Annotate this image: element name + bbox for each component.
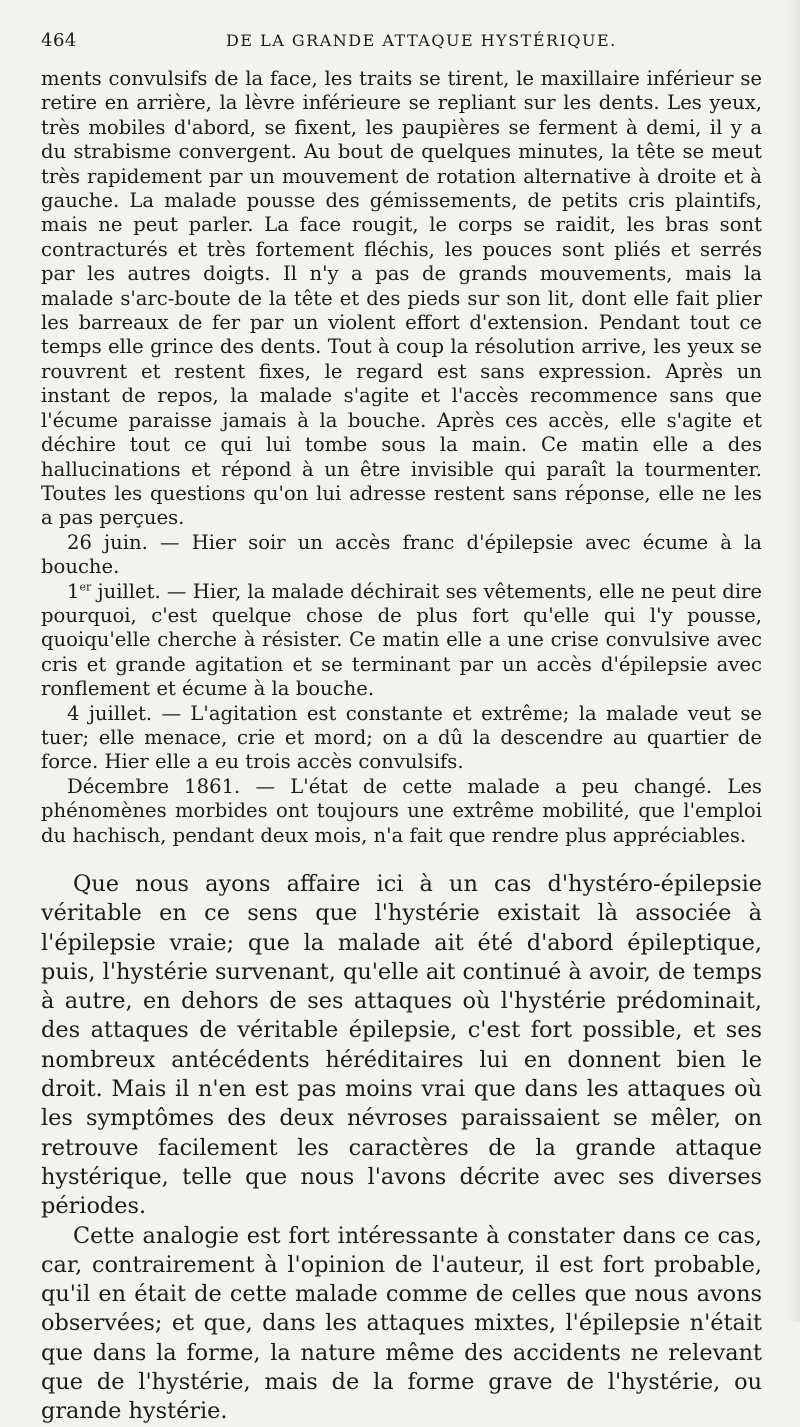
entry-1-text: juillet. — Hier, la malade déchirait ses vêtements, elle ne peut dire pourquoi, c'est quelque chose de plus fort qu'elle qui l'y pousse, quoiqu'elle cherche à résister. Ce matin elle a une crise convulsive avec cris et grande agitation et se terminant par un accès d'épilepsie avec ronflement et écume à la bouche. [41, 579, 762, 701]
page-number: 464 [41, 30, 77, 51]
entry-4-juillet: 4 juillet. — L'agitation est constante et extrême; la malade veut se tuer; elle menace, crie et mord; on a dû la descendre au quartier de force. Hier elle a eu trois accès convulsifs. [41, 701, 762, 774]
entry-1-juillet [41, 580, 762, 702]
page-edge-shadow [786, 0, 800, 1322]
running-head: DE LA GRANDE ATTAQUE HYSTÉRIQUE. [226, 31, 617, 50]
entry-decembre-1861: Décembre 1861. — L'état de cette malade a peu changé. Les phénomènes morbides ont toujours une extrême mobilité, que l'emploi du hachisch, pendant deux mois, n'a fait que rendre plus appréciables. [41, 774, 762, 847]
entry-1-day: 1 [67, 579, 80, 603]
commentary-paragraph-2: Cette analogie est fort intéressante à constater dans ce cas, car, contrairement à l'opinion de l'auteur, il est fort probable, qu'il en était de cette malade comme de celles que nous avons observées; et que, dans les attaques mixtes, l'épilepsie n'était que dans la forme, la nature même des accidents ne relevant que de l'hystérie, mais de la forme grave de l'hystérie, ou grande hystérie. [41, 1222, 762, 1425]
case-notes [41, 67, 762, 848]
page-header [41, 30, 762, 60]
entry-1-ordinal: er [79, 580, 92, 593]
case-paragraph-continued: ments convulsifs de la face, les traits se tirent, le maxillaire inférieur se retire en arrière, la lèvre inférieure se repliant sur les dents. Les yeux, très mobiles d'abord, se fixent, les paupières se ferment à demi, il y a du strabisme convergent. Au bout de quelques minutes, la tête se meut très rapidement par un mouvement de rotation alternative à droite et à gauche. La malade pousse des gémissements, de petits cris plaintifs, mais ne peut parler. La face rougit, le corps se raidit, les bras sont contracturés et très fortement fléchis, les pouces sont pliés et serrés par les autres doigts. Il n'y a pas de grands mouvements, mais la malade s'arc-boute de la tête et des pieds sur son lit, dont elle fait plier les barreaux de fer par un violent effort d'extension. Pendant tout ce temps elle grince des dents. Tout à coup la résolution arrive, les yeux se rouvrent et restent fixes, le regard est sans expression. Après un instant de repos, la malade s'agite et l'accès recommence sans que l'écume paraisse jamais à la bouche. Après ces accès, elle s'agite et déchire tout ce qui lui tombe sous la main. Ce matin elle a des hallucinations et répond à un être invisible qui paraît la tourmenter. Toutes les questions qu'on lui adresse restent sans réponse, elle ne les a pas perçues. [41, 67, 762, 530]
entry-26-juin: 26 juin. — Hier soir un accès franc d'épilepsie avec écume à la bouche. [41, 530, 762, 579]
commentary-paragraph-1: Que nous ayons affaire ici à un cas d'hystéro-épilepsie véritable en ce sens que l'hystérie existait là associée à l'épilepsie vraie; que la malade ait été d'abord épileptique, puis, l'hystérie survenant, qu'elle ait continué à avoir, de temps à autre, en dehors de ses attaques où l'hystérie prédominait, des attaques de véritable épilepsie, c'est fort possible, et ses nombreux antécédents héréditaires lui en donnent bien le droit. Mais il n'en est pas moins vrai que dans les attaques où les symptômes des deux névroses paraissaient se mêler, on retrouve facilement les caractères de la grande attaque hystérique, telle que nous l'avons décrite avec ses diverses périodes. [41, 871, 762, 1220]
commentary [41, 870, 762, 1427]
